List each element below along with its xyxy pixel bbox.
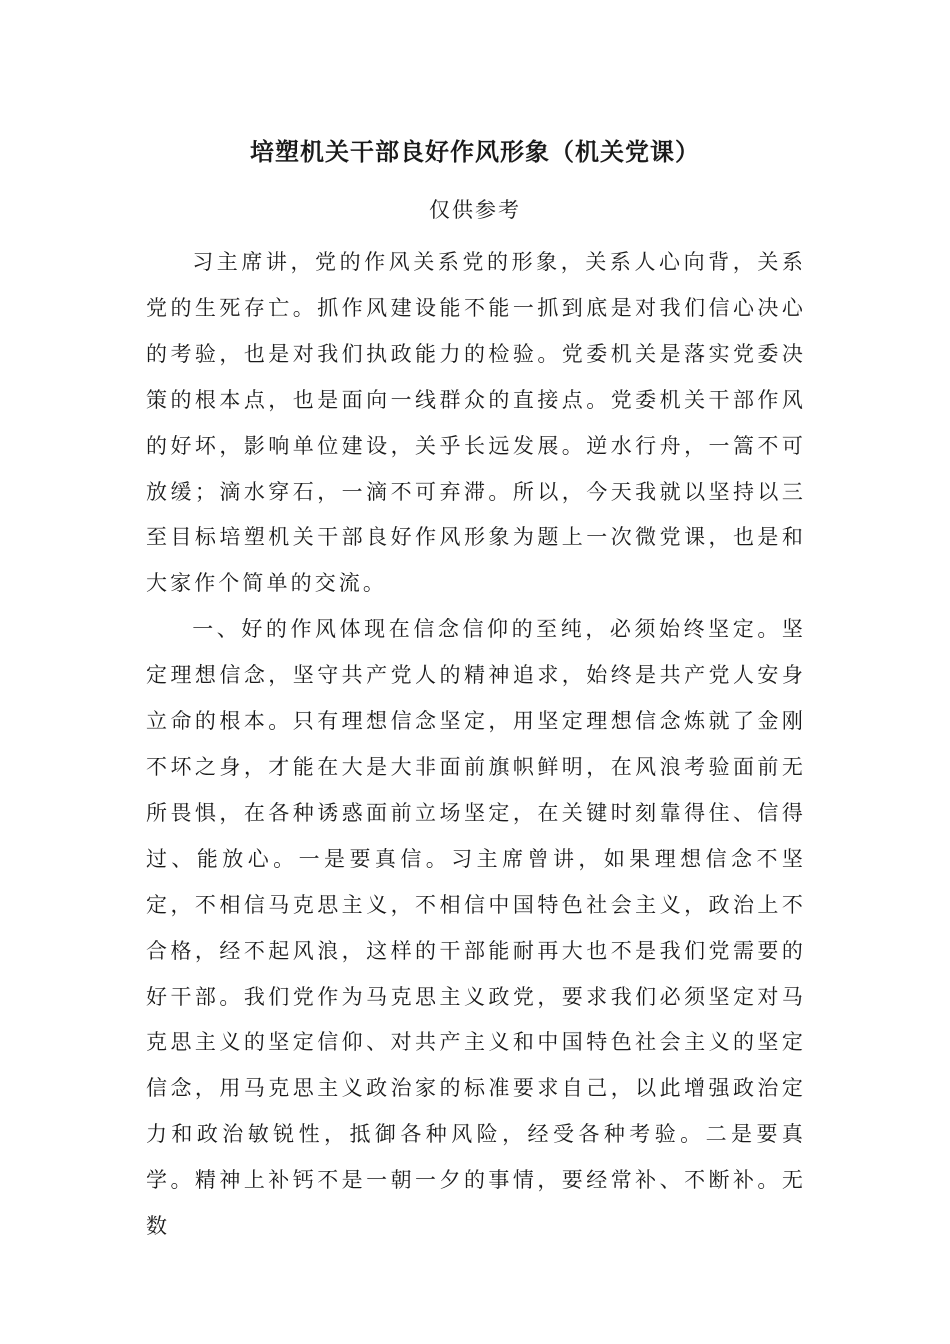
document-subtitle: 仅供参考 bbox=[429, 198, 521, 222]
paragraph-intro: 习主席讲，党的作风关系党的形象，关系人心向背，关系党的生死存亡。抓作风建设能不能一抓到底是对我们信心决心的考验，也是对我们执政能力的检验。党委机关是落实党委决策的根本点，也是面向一线群众的直接点。党委机关干部作风的好坏，影响单位建设，关乎长远发展。逆水行舟，一篙不可放缓；滴水穿石，一滴不可弃滞。所以，今天我就以坚持以三至目标培塑机关干部良好作风形象为题上一次微党课，也是和大家作个简单的交流。 bbox=[146, 250, 806, 596]
document-title: 培塑机关干部良好作风形象（机关党课） bbox=[250, 138, 700, 166]
paragraph-section-one: 一、好的作风体现在信念信仰的至纯，必须始终坚定。坚定理想信念，坚守共产党人的精神追求，始终是共产党人安身立命的根本。只有理想信念坚定，用坚定理想信念炼就了金刚不坏之身，才能在大是大非面前旗帜鲜明，在风浪考验面前无所畏惧，在各种诱惑面前立场坚定，在关键时刻靠得住、信得过、能放心。一是要真信。习主席曾讲，如果理想信念不坚定，不相信马克思主义，不相信中国特色社会主义，政治上不合格，经不起风浪，这样的干部能耐再大也不是我们党需要的好干部。我们党作为马克思主义政党，要求我们必须坚定对马克思主义的坚定信仰、对共产主义和中国特色社会主义的坚定信念，用马克思主义政治家的标准要求自己，以此增强政治定力和政治敏锐性，抵御各种风险，经受各种考验。二是要真学。精神上补钙不是一朝一夕的事情，要经常补、不断补。无数 bbox=[146, 617, 806, 1239]
document-body bbox=[146, 240, 806, 1250]
